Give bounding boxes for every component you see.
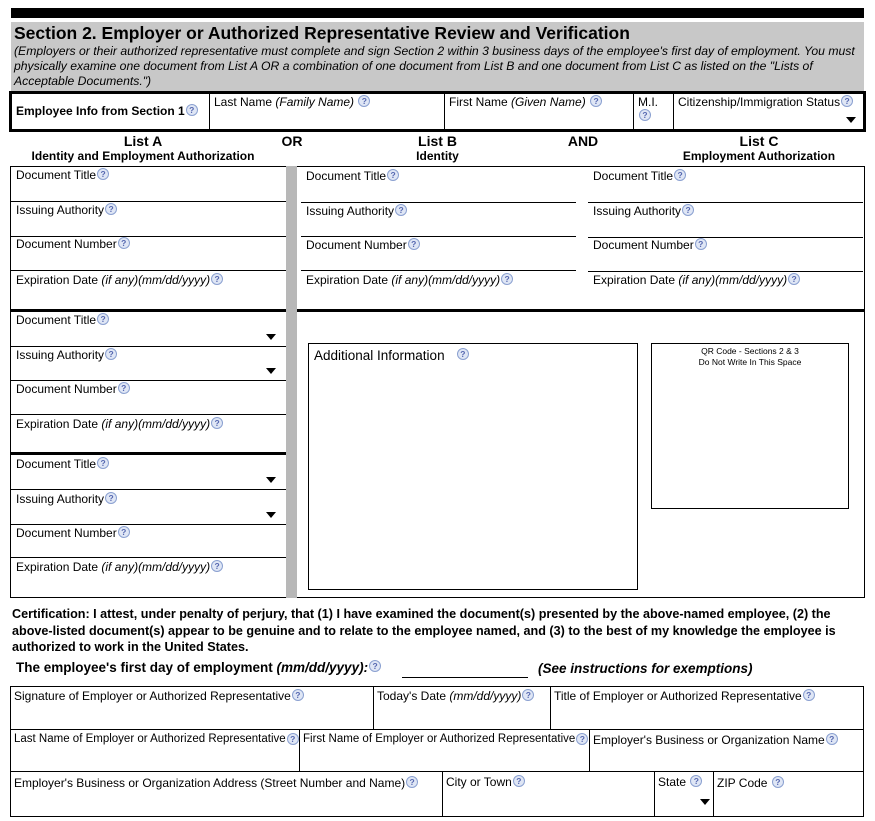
divider — [297, 309, 864, 312]
zip-code-field[interactable]: ZIP Code ? — [714, 772, 863, 817]
list-c-issuing-authority[interactable]: Issuing Authority ? — [593, 204, 694, 218]
help-icon[interactable]: ? — [97, 313, 109, 325]
employee-info-label: Employee Info from Section 1 ? — [12, 94, 210, 129]
section-instructions: (Employers or their authorized representative must complete and sign Section 2 within 3 business days of the employee's first day of employment. You must physically examine one document from List A OR a combination of one document from List B and one document from List C as listed on the "Lists of Acceptable Documents.") — [14, 44, 855, 88]
first-day-row: The employee's first day of employment (mm/dd/yyyy): ? — [16, 660, 381, 675]
divider — [11, 452, 286, 455]
help-icon[interactable]: ? — [211, 417, 223, 429]
list-a-2-document-title[interactable]: Document Title ? — [16, 313, 109, 327]
section-header — [11, 22, 864, 91]
divider — [301, 236, 576, 237]
additional-info-label: Additional Information ? — [314, 348, 469, 363]
qr-code-area — [651, 343, 849, 509]
chevron-down-icon[interactable] — [266, 512, 276, 518]
help-icon[interactable]: ? — [292, 689, 304, 701]
list-a-1-document-title[interactable]: Document Title ? — [16, 168, 109, 182]
divider — [11, 309, 286, 312]
section-title: Section 2. Employer or Authorized Representative Review and Verification — [14, 23, 630, 43]
list-a-2-expiration-date[interactable]: Expiration Date (if any)(mm/dd/yyyy) ? — [16, 417, 223, 431]
signature-field[interactable]: Signature of Employer or Authorized Representative ? — [11, 687, 374, 729]
help-icon[interactable]: ? — [118, 526, 130, 538]
todays-date-field[interactable]: Today's Date (mm/dd/yyyy) ? — [374, 687, 551, 729]
help-icon[interactable]: ? — [387, 169, 399, 181]
help-icon[interactable]: ? — [105, 203, 117, 215]
divider — [301, 202, 576, 203]
help-icon[interactable]: ? — [287, 733, 299, 745]
help-icon[interactable]: ? — [590, 95, 602, 107]
list-a-1-document-number[interactable]: Document Number ? — [16, 237, 130, 251]
help-icon[interactable]: ? — [211, 273, 223, 285]
help-icon[interactable]: ? — [395, 204, 407, 216]
list-a-1-issuing-authority[interactable]: Issuing Authority ? — [16, 203, 117, 217]
help-icon[interactable]: ? — [639, 109, 651, 121]
help-icon[interactable]: ? — [682, 204, 694, 216]
divider — [11, 557, 286, 558]
help-icon[interactable]: ? — [97, 168, 109, 180]
help-icon[interactable]: ? — [501, 273, 513, 285]
exemptions-note: (See instructions for exemptions) — [538, 661, 753, 676]
help-icon[interactable]: ? — [118, 237, 130, 249]
list-a-heading: List A Identity and Employment Authorization — [31, 133, 255, 163]
citizenship-status-select[interactable]: Citizenship/Immigration Status ? — [674, 94, 863, 129]
list-a-3-document-title[interactable]: Document Title ? — [16, 457, 109, 471]
list-c-document-title[interactable]: Document Title ? — [593, 169, 686, 183]
employee-info-row — [9, 91, 866, 132]
business-address-field[interactable]: Employer's Business or Organization Address (Street Number and Name) ? — [11, 772, 443, 817]
list-b-issuing-authority[interactable]: Issuing Authority ? — [306, 204, 407, 218]
help-icon[interactable]: ? — [369, 660, 381, 672]
divider — [588, 202, 863, 203]
list-c-heading: List C Employment Authorization — [682, 133, 836, 163]
list-b-document-title[interactable]: Document Title ? — [306, 169, 399, 183]
list-a-3-expiration-date[interactable]: Expiration Date (if any)(mm/dd/yyyy) ? — [16, 560, 223, 574]
help-icon[interactable]: ? — [105, 348, 117, 360]
help-icon[interactable]: ? — [513, 775, 525, 787]
help-icon[interactable]: ? — [211, 560, 223, 572]
divider — [11, 346, 286, 347]
divider — [11, 270, 286, 271]
divider — [11, 489, 286, 490]
list-a-3-issuing-authority[interactable]: Issuing Authority ? — [16, 492, 117, 506]
chevron-down-icon[interactable] — [266, 368, 276, 374]
chevron-down-icon[interactable] — [700, 799, 710, 805]
chevron-down-icon[interactable] — [846, 117, 856, 123]
help-icon[interactable]: ? — [576, 733, 588, 745]
help-icon[interactable]: ? — [772, 776, 784, 788]
chevron-down-icon[interactable] — [266, 334, 276, 340]
help-icon[interactable]: ? — [118, 382, 130, 394]
top-rule — [11, 8, 864, 18]
first-name-field[interactable]: First Name (Given Name) ? — [445, 94, 634, 129]
divider — [301, 270, 576, 271]
list-b-heading: List B Identity — [416, 133, 459, 163]
last-name-field[interactable]: Last Name (Family Name) ? — [210, 94, 445, 129]
list-c-expiration-date[interactable]: Expiration Date (if any)(mm/dd/yyyy) ? — [593, 273, 800, 287]
list-b-document-number[interactable]: Document Number ? — [306, 238, 420, 252]
divider — [588, 271, 863, 272]
help-icon[interactable]: ? — [358, 95, 370, 107]
list-a-1-expiration-date[interactable]: Expiration Date (if any)(mm/dd/yyyy) ? — [16, 273, 223, 287]
employer-first-name-field[interactable]: First Name of Employer or Authorized Representative ? — [300, 730, 590, 772]
list-b-expiration-date[interactable]: Expiration Date (if any)(mm/dd/yyyy) ? — [306, 273, 513, 287]
certification-text: Certification: I attest, under penalty of perjury, that (1) I have examined the document(s) presented by the above-named employee, (2) the above-listed document(s) appear to be genuine and to relate to the employee named, and (3) to the best of my knowledge the employee is authorized to work in the United States. — [12, 607, 836, 654]
list-a-3-document-number[interactable]: Document Number ? — [16, 526, 130, 540]
divider — [11, 414, 286, 415]
list-a-2-document-number[interactable]: Document Number ? — [16, 382, 130, 396]
additional-info-box[interactable] — [308, 343, 638, 590]
help-icon[interactable]: ? — [841, 95, 853, 107]
help-icon[interactable]: ? — [97, 457, 109, 469]
or-label: OR — [281, 133, 303, 149]
qr-code-notice: QR Code - Sections 2 & 3 Do Not Write In This Space — [698, 346, 802, 367]
divider — [11, 201, 286, 202]
help-icon[interactable]: ? — [522, 689, 534, 701]
city-field[interactable]: City or Town ? — [443, 772, 655, 817]
and-label: AND — [567, 133, 599, 149]
help-icon[interactable]: ? — [457, 348, 469, 360]
help-icon[interactable]: ? — [826, 733, 838, 745]
employer-title-field[interactable]: Title of Employer or Authorized Representative ? — [551, 687, 863, 729]
help-icon[interactable]: ? — [695, 238, 707, 250]
list-divider — [286, 166, 297, 598]
help-icon[interactable]: ? — [186, 104, 198, 116]
help-icon[interactable]: ? — [105, 492, 117, 504]
help-icon[interactable]: ? — [408, 238, 420, 250]
chevron-down-icon[interactable] — [266, 477, 276, 483]
middle-initial-field[interactable]: M.I.? — [634, 94, 674, 129]
employer-last-name-field[interactable]: Last Name of Employer or Authorized Representative ? — [11, 730, 300, 772]
list-c-document-number[interactable]: Document Number ? — [593, 238, 707, 252]
business-name-field[interactable]: Employer's Business or Organization Name ? — [590, 730, 863, 772]
divider — [11, 380, 286, 381]
help-icon[interactable]: ? — [690, 775, 702, 787]
help-icon[interactable]: ? — [788, 273, 800, 285]
list-a-2-issuing-authority[interactable]: Issuing Authority ? — [16, 348, 117, 362]
help-icon[interactable]: ? — [803, 689, 815, 701]
state-select[interactable]: State ? — [655, 772, 714, 817]
first-day-input[interactable] — [402, 677, 528, 678]
help-icon[interactable]: ? — [406, 776, 418, 788]
divider — [11, 524, 286, 525]
help-icon[interactable]: ? — [674, 169, 686, 181]
